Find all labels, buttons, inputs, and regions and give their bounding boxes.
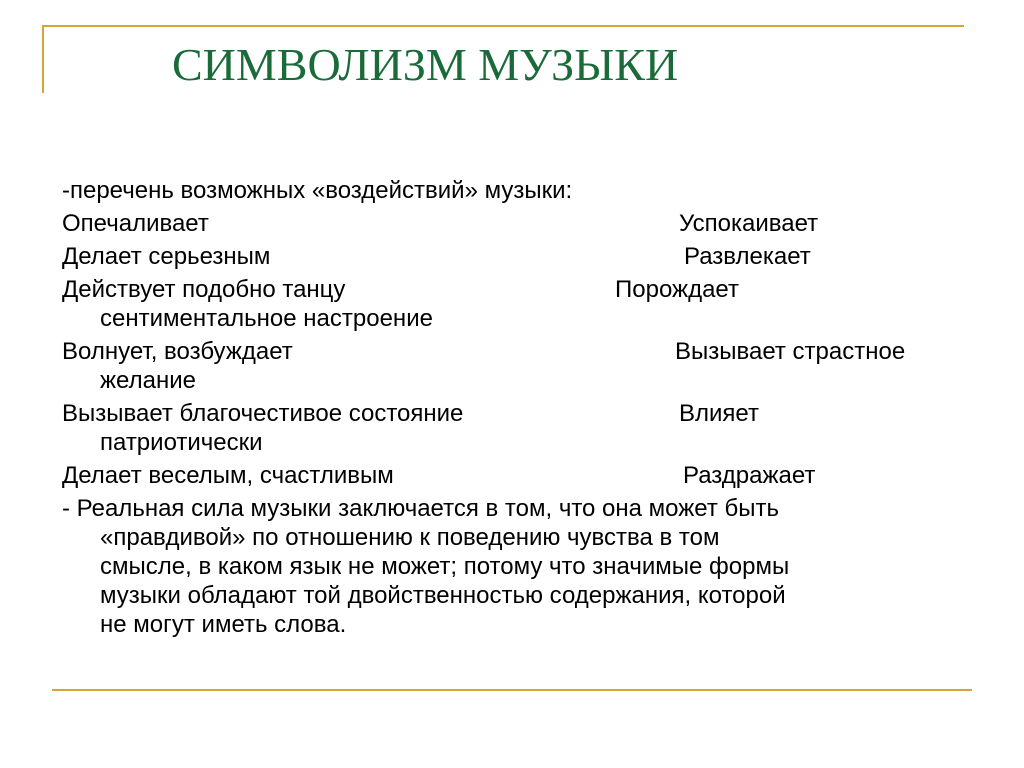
effect-row (62, 337, 972, 395)
effect-row (62, 242, 972, 271)
effect-continuation: сентиментальное настроение (100, 305, 433, 332)
effect-right: Вызывает страстное (675, 338, 906, 365)
frame-top-rule (42, 25, 964, 27)
intro-text: -перечень возможных «воздействий» музыки: (62, 177, 573, 204)
frame-bottom-rule (52, 689, 972, 691)
conclusion-first-line: - Реальная сила музыки заключается в том, что она может быть (62, 495, 780, 522)
effect-right: Успокаивает (679, 210, 819, 237)
effect-left: Волнует, возбуждает (62, 338, 293, 365)
effect-right: Порождает (615, 276, 739, 303)
conclusion-line: смысле, в каком язык не может; потому что значимые формы (100, 553, 790, 580)
effect-left: Делает серьезным (62, 243, 271, 270)
effect-continuation: патриотически (100, 429, 263, 456)
frame-left-rule (42, 25, 44, 93)
effect-left: Опечаливает (62, 210, 209, 237)
effect-right: Влияет (679, 400, 759, 427)
effect-left: Делает веселым, счастливым (62, 462, 394, 489)
conclusion-line: музыки обладают той двойственностью содержания, которой (100, 582, 786, 609)
effect-row (62, 275, 972, 333)
intro-line (62, 176, 972, 205)
slide-title: СИМВОЛИЗМ МУЗЫКИ (172, 39, 679, 90)
conclusion-line: не могут иметь слова. (100, 611, 347, 638)
effect-row (62, 399, 972, 457)
effect-row (62, 209, 972, 238)
conclusion-line: «правдивой» по отношению к поведению чувства в том (100, 524, 720, 551)
effect-right: Развлекает (684, 243, 811, 270)
effect-row (62, 461, 972, 490)
slide-body (62, 176, 972, 639)
effect-left: Вызывает благочестивое состояние (62, 400, 464, 427)
effect-right: Раздражает (683, 462, 816, 489)
effect-left: Действует подобно танцу (62, 276, 346, 303)
conclusion-paragraph (62, 494, 972, 639)
effect-continuation: желание (100, 367, 196, 394)
